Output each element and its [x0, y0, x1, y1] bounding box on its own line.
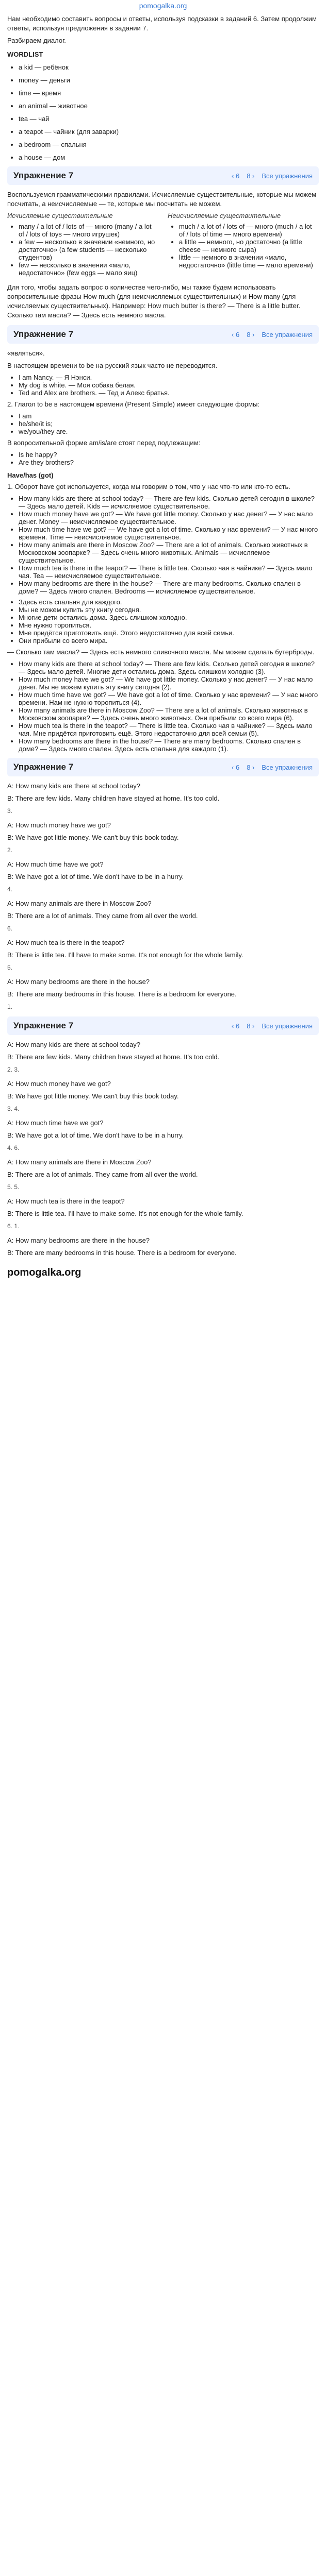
answer-number: 4. 6.	[7, 1144, 20, 1151]
dialogue-b-line: • How many kids are there at school today? — There are few kids. Сколько детей сегодня в школе? — Здесь мало детей. Многие дети остались дома. Здесь слишком холодно (3).	[19, 660, 319, 675]
extra-line: • Мне придётся приготовить ещё. Этого недостаточно для всей семьи.	[19, 629, 319, 637]
answer-number: 2.	[7, 846, 13, 854]
banner-title: Упражнение 7	[13, 329, 74, 339]
answers-block-2	[7, 1040, 319, 1258]
banner-title: Упражнение 7	[13, 762, 74, 772]
banner-nav	[232, 172, 313, 180]
answer-question: A: How much time have we got?	[7, 1119, 104, 1127]
tobe-question-intro: В вопросительной форме am/is/are стоят перед подлежащим:	[7, 439, 201, 447]
answer-item	[7, 938, 319, 972]
tobe-question: • Is he happy?	[19, 451, 319, 459]
wordlist-item: • a kid — ребёнок	[19, 63, 319, 71]
dialogue-line: • How much time have we got? — We have got a lot of time. Сколько у нас времени? — У нас много времени. Time — неисчисляемое существительное.	[19, 526, 319, 541]
tobe-example: • I am Nancy. — Я Нэнси.	[19, 374, 319, 381]
wordlist-item: • a bedroom — спальня	[19, 141, 319, 148]
wordlist	[7, 63, 319, 161]
dialogue-b-line: • How much tea is there in the teapot? — There is little tea. Сколько чая в чайнике? — Здесь мало чая. Мне придётся приготовить ещё. Этого недостаточно для всей семьи (5).	[19, 722, 319, 737]
answer-item	[7, 977, 319, 1011]
answer-response: B: There is little tea. I'll have to make some. It's not enough for the whole family.	[7, 1210, 243, 1217]
wordlist-heading: WORDLIST	[7, 50, 43, 58]
answer-response: B: There are a lot of animals. They came from all over the world.	[7, 912, 198, 920]
answer-question: A: How much money have we got?	[7, 821, 111, 829]
site-title[interactable]: pomogalka.org	[139, 2, 187, 10]
dialogue-b-line: • How many bedrooms are there in the house? — There are many bedrooms. Сколько спален в доме? — Здесь много спален. Здесь есть спальня для каждого (1).	[19, 737, 319, 753]
prev-exercise-button[interactable]: ‹ 6	[232, 172, 240, 180]
wordlist-item: • a house — дом	[19, 154, 319, 161]
tobe-note: В настоящем времени to be на русский язык часто не переводится.	[7, 362, 218, 369]
answer-response: B: There are few kids. Many children have stayed at home. It's too cold.	[7, 1053, 220, 1061]
dialogue-b-line: • How much time have we got? — We have got a lot of time. Сколько у нас времени? — У нас много времени. Нам не нужно торопиться (4).	[19, 691, 319, 706]
tobe-form: • he/she/it is;	[19, 420, 319, 428]
answer-item	[7, 1158, 319, 1192]
next-exercise-button[interactable]: 8 ›	[247, 1022, 255, 1030]
have-intro: 1. Оборот have got используется, когда мы говорим о том, что у нас что-то или кто-то есть.	[7, 483, 290, 490]
answer-number: 6. 1.	[7, 1223, 20, 1230]
have-heading: Have/has (got)	[7, 471, 54, 479]
dialogue-line: • How much money have we got? — We have got little money. Сколько у нас денег? — У нас мало денег. Money — неисчисляемое существительное.	[19, 510, 319, 526]
tobe-forms-intro: 2. Глагол to be в настоящем времени (Present Simple) имеет следующие формы:	[7, 400, 260, 408]
wordlist-item: • tea — чай	[19, 115, 319, 123]
answer-response: B: There are a lot of animals. They came from all over the world.	[7, 1171, 198, 1178]
answer-question: A: How many kids are there at school today?	[7, 1041, 140, 1048]
wordlist-item: • a teapot — чайник (для заварки)	[19, 128, 319, 135]
answer-item	[7, 782, 319, 816]
dialogue-b-intro: — Сколько там масла? — Здесь есть немного сливочного масла. Мы можем сделать бутерброды.	[7, 648, 315, 656]
answer-question: A: How many bedrooms are there in the house?	[7, 978, 150, 986]
dialogue-line: • How many animals are there in Moscow Zoo? — There are a lot of animals. Сколько животных в Московском зоопарке? — Здесь очень много животных. Animals — исчисляемое существительное.	[19, 541, 319, 564]
answer-response: B: We have got a lot of time. We don't have to be in a hurry.	[7, 873, 184, 880]
answer-question: A: How many animals are there in Moscow Zoo?	[7, 900, 152, 907]
exercise-banner	[7, 1016, 319, 1035]
intro-text: Нам необходимо составить вопросы и ответы, используя подсказки в заданий 6. Затем продолжим ответы, используя предложения в задании 7.	[7, 15, 317, 32]
all-exercises-link[interactable]: Все упражнения	[262, 1022, 313, 1030]
answer-response: B: We have got a lot of time. We don't have to be in a hurry.	[7, 1131, 184, 1139]
uncountable-item: • a little — немного, но достаточно (a little cheese — немного сыра)	[179, 238, 319, 253]
uncountable-title: Неисчисляемые существительные	[168, 212, 281, 219]
answer-item	[7, 860, 319, 894]
answer-item	[7, 899, 319, 933]
exercise-banner	[7, 758, 319, 776]
exercise-banner	[7, 166, 319, 185]
countable-intro: Воспользуемся грамматическими правилами. Исчисляемые существительные, которые мы можем посчитать, а неисчисляемые — те, которые мы посчитать не можем.	[7, 191, 317, 208]
answer-question: A: How many animals are there in Moscow Zoo?	[7, 1158, 152, 1166]
all-exercises-link[interactable]: Все упражнения	[262, 763, 313, 771]
extra-line: • Многие дети остались дома. Здесь слишком холодно.	[19, 614, 319, 621]
answer-question: A: How much tea is there in the teapot?	[7, 1197, 125, 1205]
countable-item: • few — несколько в значении «мало, недостаточно» (few eggs — мало яиц)	[19, 261, 158, 277]
intro-parse: Разбираем диалог.	[7, 37, 66, 44]
answer-response: B: There is little tea. I'll have to make some. It's not enough for the whole family.	[7, 951, 243, 959]
answer-item	[7, 1040, 319, 1074]
banner-nav	[232, 331, 313, 338]
answer-number: 4.	[7, 886, 13, 893]
answer-question: A: How much tea is there in the teapot?	[7, 939, 125, 946]
tobe-intro: «являться».	[7, 349, 45, 357]
answer-question: A: How many bedrooms are there in the house?	[7, 1236, 150, 1244]
tobe-question: • Are they brothers?	[19, 459, 319, 466]
answer-question: A: How many kids are there at school today?	[7, 782, 140, 790]
tobe-example: • Ted and Alex are brothers. — Тед и Алекс братья.	[19, 389, 319, 397]
answer-number: 2. 3.	[7, 1066, 20, 1073]
how-much-note: Для того, чтобы задать вопрос о количестве чего-либо, мы также будем использовать вопросительные фразы How much (для неисчисляемых существительных) и How many (для исчисляемых существительных). Например: How much butter is there? — There is a little butter. Сколько там масла? — Здесь есть немного масла.	[7, 283, 301, 319]
extra-line: • Мы не можем купить эту книгу сегодня.	[19, 606, 319, 614]
countable-item: • many / a lot of / lots of — много (many / a lot of / lots of toys — много игрушек)	[19, 223, 158, 238]
uncountable-item: • little — немного в значении «мало, недостаточно» (little time — мало времени)	[179, 253, 319, 269]
wordlist-item: • time — время	[19, 89, 319, 97]
tobe-form: • I am	[19, 412, 319, 420]
dialogue-line: • How many kids are there at school today? — There are few kids. Сколько детей сегодня в школе? — Здесь мало детей. Kids — исчисляемое существительное.	[19, 495, 319, 510]
banner-nav	[232, 764, 313, 771]
answer-item	[7, 1236, 319, 1258]
banner-title: Упражнение 7	[13, 1021, 74, 1030]
next-exercise-button[interactable]: 8 ›	[247, 172, 255, 180]
extra-line: • Они прибыли со всего мира.	[19, 637, 319, 645]
banner-nav	[232, 1022, 313, 1030]
answer-item	[7, 1118, 319, 1153]
tobe-example: • My dog is white. — Моя собака белая.	[19, 381, 319, 389]
prev-exercise-button[interactable]: ‹ 6	[232, 1022, 240, 1030]
exercise-banner	[7, 325, 319, 344]
banner-title: Упражнение 7	[13, 171, 74, 180]
countable-title: Исчисляемые существительные	[7, 212, 113, 219]
answer-number: 5.	[7, 964, 13, 971]
answer-question: A: How much money have we got?	[7, 1080, 111, 1088]
dialogue-line: • How much tea is there in the teapot? — There is little tea. Сколько чая в чайнике? — Здесь мало чая. Tea — неисчисляемое существительное.	[19, 564, 319, 580]
all-exercises-link[interactable]: Все упражнения	[262, 172, 313, 180]
answer-number: 3. 4.	[7, 1105, 20, 1112]
prev-exercise-button[interactable]: ‹ 6	[232, 330, 240, 338]
answer-number: 3.	[7, 807, 13, 815]
next-exercise-button[interactable]: 8 ›	[247, 763, 255, 771]
countable-item: • a few — несколько в значении «немного, но достаточно» (a few students — несколько студентов)	[19, 238, 158, 261]
dialogue-b-line: • How much money have we got? — We have got little money. Сколько у нас денег? — У нас мало денег. Мы не можем купить эту книгу сегодня (2).	[19, 675, 319, 691]
tobe-form: • we/you/they are.	[19, 428, 319, 435]
answer-response: B: We have got little money. We can't buy this book today.	[7, 834, 179, 841]
answer-item	[7, 1197, 319, 1231]
answer-number: 1.	[7, 1003, 13, 1010]
all-exercises-link[interactable]: Все упражнения	[262, 330, 313, 338]
countable-column	[7, 212, 158, 280]
answer-response: B: There are many bedrooms in this house. There is a bedroom for everyone.	[7, 990, 237, 998]
answer-response: B: There are few kids. Many children have stayed at home. It's too cold.	[7, 794, 220, 802]
answer-item	[7, 821, 319, 855]
uncountable-column	[168, 212, 319, 280]
wordlist-item: • money — деньги	[19, 76, 319, 84]
answer-number: 5. 5.	[7, 1183, 20, 1191]
extra-line: • Мне нужно торопиться.	[19, 621, 319, 629]
answer-item	[7, 1079, 319, 1113]
wordlist-item: • an animal — животное	[19, 102, 319, 110]
answers-block-1	[7, 782, 319, 1011]
next-exercise-button[interactable]: 8 ›	[247, 330, 255, 338]
extra-line: • Здесь есть спальня для каждого.	[19, 598, 319, 606]
answer-response: B: There are many bedrooms in this house. There is a bedroom for everyone.	[7, 1249, 237, 1257]
dialogue-b-line: • How many animals are there in Moscow Zoo? — There are a lot of animals. Сколько животных в Московском зоопарке? — Здесь очень много животных. Они прибыли со всего мира (6).	[19, 706, 319, 722]
prev-exercise-button[interactable]: ‹ 6	[232, 763, 240, 771]
answer-response: B: We have got little money. We can't buy this book today.	[7, 1092, 179, 1100]
uncountable-item: • much / a lot of / lots of — много (much / a lot of / lots of time — много времени)	[179, 223, 319, 238]
answer-number: 6.	[7, 925, 13, 932]
answer-question: A: How much time have we got?	[7, 860, 104, 868]
dialogue-line: • How many bedrooms are there in the house? — There are many bedrooms. Сколько спален в доме? — Здесь много спален. Bedrooms — исчисляемое существительное.	[19, 580, 319, 595]
watermark: pomogalka.org	[7, 1267, 82, 1278]
countable-table	[7, 212, 319, 280]
